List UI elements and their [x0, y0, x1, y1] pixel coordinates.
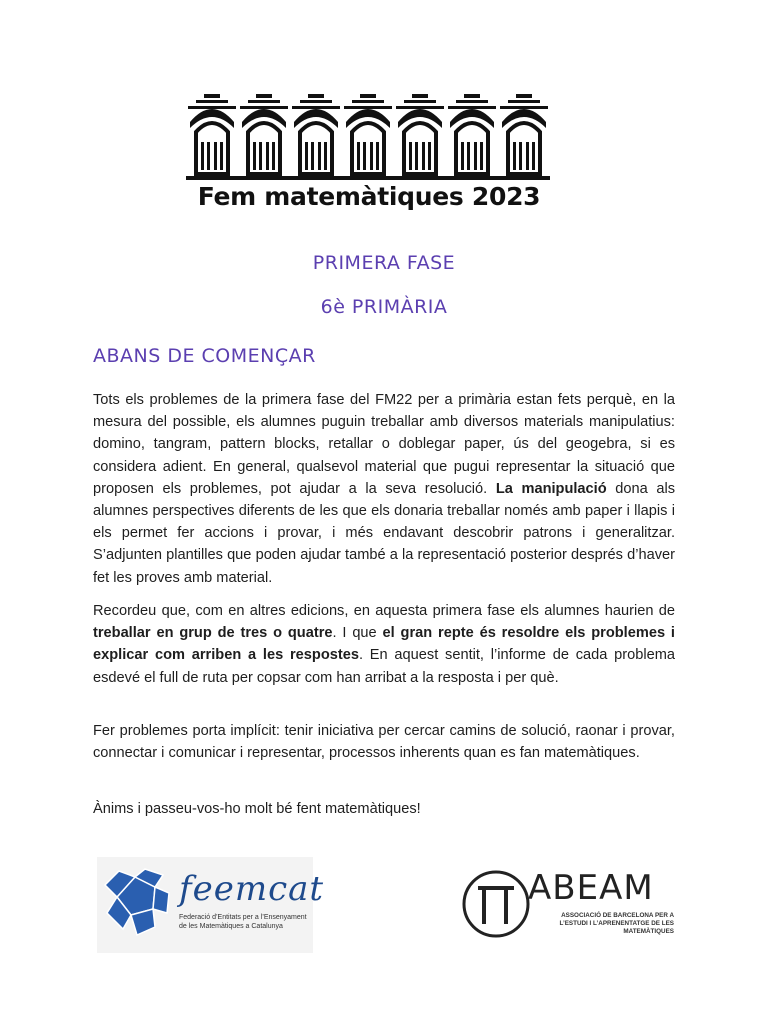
abeam-name: ABEAM — [528, 868, 654, 908]
bold-text: La manipulació — [495, 480, 607, 497]
paragraph-closing: Ànims i passeu-vos-ho molt bé fent matemàtiques! — [93, 801, 421, 817]
paragraph-text: dona als alumnes perspectives diferents de les que els donaria treballar només amb paper i llapis i els permet fer accions i provar, i més endavant descobrir patrons i generalitzar. S’adjunten plantilles que poden ajudar també a la representació posterior després d’haver fet les proves amb material. — [93, 480, 675, 586]
paragraph-text: Recordeu que, com en altres edicions, en aquesta primera fase els alumnes haurien de — [93, 603, 675, 619]
feemcat-name: feemcat — [179, 869, 325, 909]
bold-text: el gran repte és resoldre els problemes i explicar com arriben a les respostes — [93, 625, 675, 664]
phase-title: PRIMERA FASE — [312, 252, 456, 274]
abeam-subtitle: ASSOCIACIÓ DE BARCELONA PER A L’ESTUDI I L’APRENENTATGE DE LES MATEMÀTIQUES — [559, 912, 674, 935]
logo-caption: Fem matemàtiques 2023 — [197, 182, 541, 211]
feemcat-logo — [97, 857, 325, 953]
paragraph-materials — [93, 389, 675, 589]
paragraph-text: . En aquest sentit, l’informe de cada problema esdevé el full de ruta per copsar com han arribat a la resposta i per què. — [93, 647, 675, 686]
bold-text: treballar en grup de tres o quatre — [93, 625, 333, 642]
grade-title: 6è PRIMÀRIA — [320, 296, 448, 318]
arches-logo-icon — [186, 92, 552, 184]
fem-matematiques-logo — [186, 92, 552, 218]
feemcat-subtitle: Federació d’Entitats per a l’Ensenyament de les Matemàtiques a Catalunya — [179, 914, 307, 930]
abeam-logo — [460, 866, 674, 948]
pi-circle-icon — [460, 866, 530, 946]
paragraph-text: Tots els problemes de la primera fase del FM22 per a primària estan fets perquè, en la mesura del possible, els alumnes puguin treballar amb diversos materials manipulatius: domino, tangram, pattern blocks, retallar o doblegar paper, ús del geogebra, si es considera adient. En general, qualsevol material que pugui representar la situació que proposen els problemes, pot ajudar a la seva resolució. — [93, 392, 675, 497]
dodecahedron-icon — [97, 857, 177, 953]
section-heading: ABANS DE COMENÇAR — [93, 345, 316, 367]
paragraph-skills: Fer problemes porta implícit: tenir iniciativa per cercar camins de solució, raonar i provar, connectar i comunicar i representar, processos inherents quan es fan matemàtiques. — [93, 723, 675, 762]
paragraph-text: . I que — [332, 625, 377, 642]
paragraph-groups — [93, 600, 675, 689]
